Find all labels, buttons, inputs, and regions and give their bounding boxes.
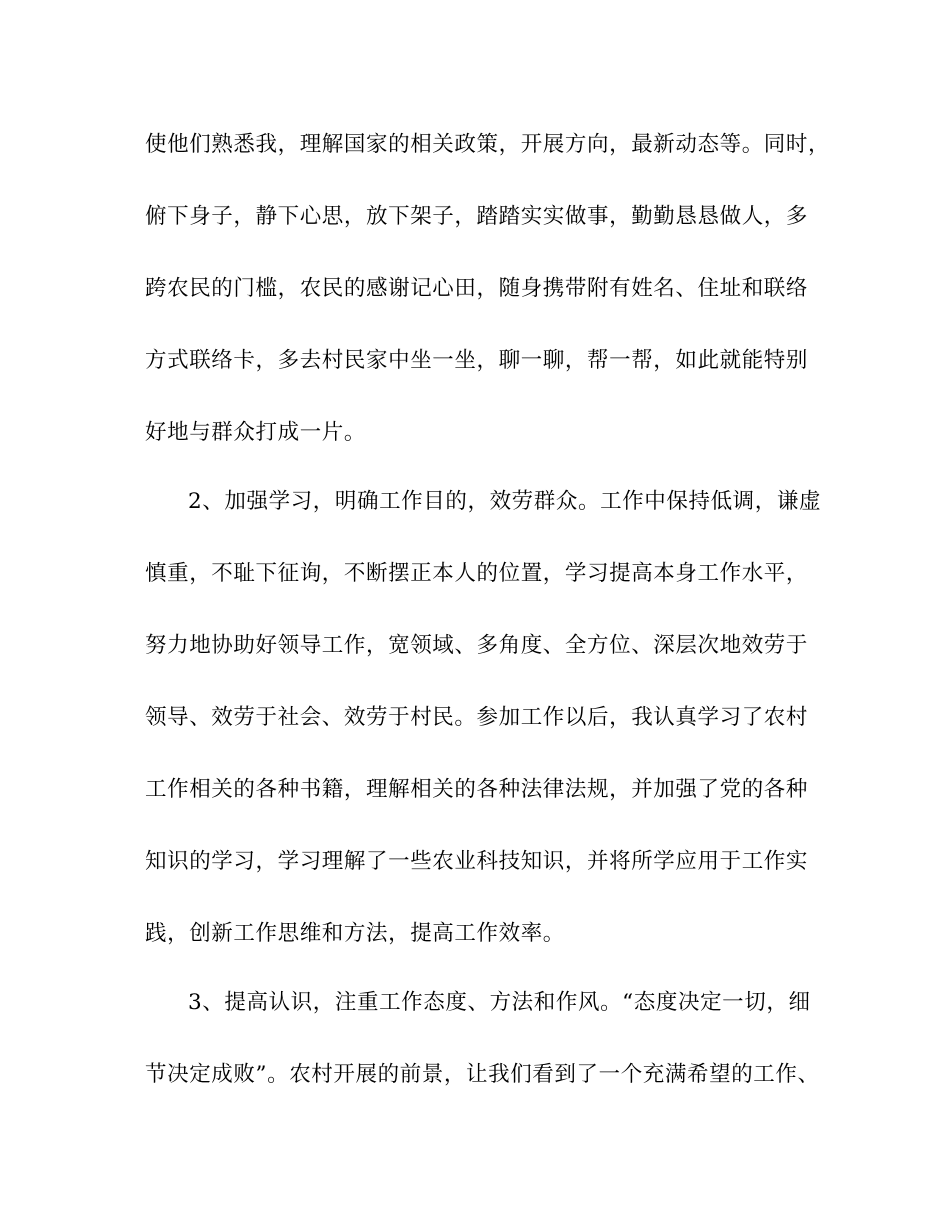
text-line: 好地与群众打成一片。: [145, 420, 367, 445]
text-line: 工作相关的各种书籍，理解相关的各种法律法规，并加强了党的各种: [145, 777, 809, 802]
paragraph-3-first-line: 3、提高认识，注重工作态度、方法和作风。“态度决定一切，细: [188, 990, 811, 1015]
text-line: 使他们熟悉我，理解国家的相关政策，开展方向，最新动态等。同时，: [145, 132, 831, 157]
text-line: 跨农民的门槛，农民的感谢记心田，随身携带附有姓名、住址和联络: [145, 276, 809, 301]
text-line: 努力地协助好领导工作，宽领域、多角度、全方位、深层次地效劳于: [145, 633, 809, 658]
text-line: 领导、效劳于社会、效劳于村民。参加工作以后，我认真学习了农村: [145, 705, 809, 730]
text-line: 践，创新工作思维和方法，提高工作效率。: [145, 921, 565, 946]
text-line: 方式联络卡，多去村民家中坐一坐，聊一聊，帮一帮，如此就能特别: [145, 348, 809, 373]
text-line: 慎重，不耻下征询，不断摆正本人的位置，学习提高本身工作水平，: [145, 561, 809, 586]
paragraph-2-first-line: 2、加强学习，明确工作目的，效劳群众。工作中保持低调，谦虚: [188, 489, 822, 514]
text-line: 俯下身子，静下心思，放下架子，踏踏实实做事，勤勤恳恳做人，多: [145, 204, 809, 229]
text-line: 节决定成败”。农村开展的前景，让我们看到了一个充满希望的工作、: [145, 1062, 820, 1087]
text-line: 知识的学习，学习理解了一些农业科技知识，并将所学应用于工作实: [145, 849, 809, 874]
